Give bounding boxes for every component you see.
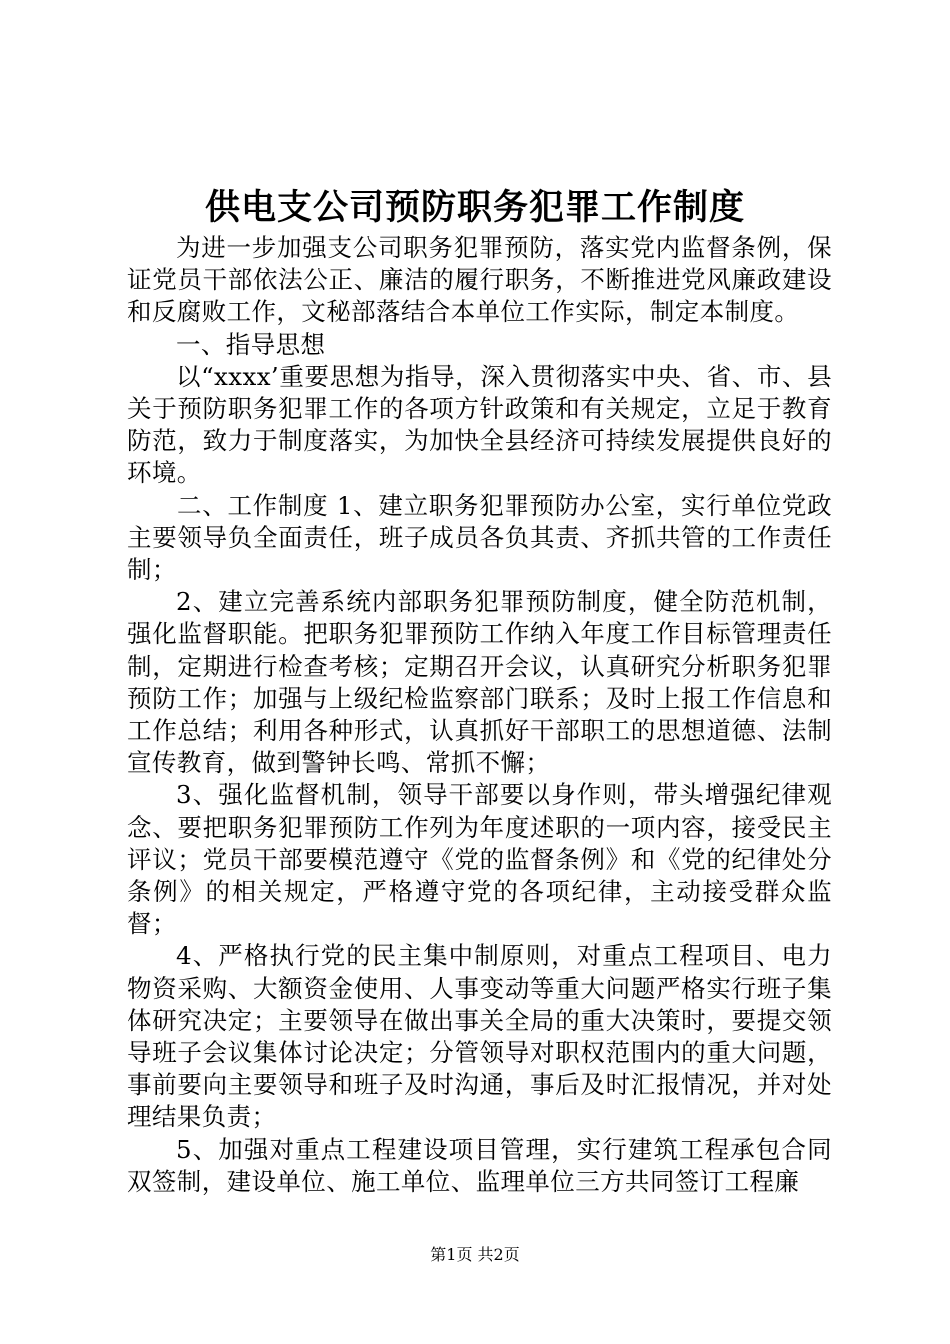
work-system-item-3: 3、强化监督机制，领导干部要以身作则，带头增强纪律观念、要把职务犯罪预防工作列为年度述职的一项内容，接受民主评议；党员干部要模范遵守《党的监督条例》和《党的纪律处分条例》的相关规定，严格遵守党的各项纪律，主动接受群众监督；	[127, 780, 832, 939]
document-body	[127, 232, 832, 1198]
work-system-item-1: 二、工作制度 1、建立职务犯罪预防办公室，实行单位党政主要领导负全面责任，班子成员各负其责、齐抓共管的工作责任制；	[127, 490, 832, 585]
document-title: 供电支公司预防职务犯罪工作制度	[204, 187, 745, 228]
section-heading-guiding-thought: 一、指导思想	[176, 329, 326, 359]
guiding-thought-paragraph: 以“xxxx’重要思想为指导，深入贯彻落实中央、省、市、县关于预防职务犯罪工作的各项方针政策和有关规定，立足于教育防范，致力于制度落实，为加快全县经济可持续发展提供良好的环境。	[127, 361, 832, 488]
intro-paragraph: 为进一步加强支公司职务犯罪预防，落实党内监督条例，保证党员干部依法公正、廉洁的履行职务，不断推进党风廉政建设和反腐败工作，文秘部落结合本单位工作实际，制定本制度。	[127, 233, 832, 327]
work-system-item-5: 5、加强对重点工程建设项目管理，实行建筑工程承包合同双签制，建设单位、施工单位、监理单位三方共同签订工程廉	[127, 1134, 832, 1196]
work-system-item-2: 2、建立完善系统内部职务犯罪预防制度，健全防范机制，强化监督职能。把职务犯罪预防工作纳入年度工作目标管理责任制，定期进行检查考核；定期召开会议，认真研究分析职务犯罪预防工作；加强与上级纪检监察部门联系；及时上报工作信息和工作总结；利用各种形式，认真抓好干部职工的思想道德、法制宣传教育，做到警钟长鸣、常抓不懈；	[127, 587, 832, 778]
page-number-footer: 第1页 共2页	[430, 1245, 520, 1264]
work-system-item-4: 4、严格执行党的民主集中制原则，对重点工程项目、电力物资采购、大额资金使用、人事变动等重大问题严格实行班子集体研究决定；主要领导在做出事关全局的重大决策时，要提交领导班子会议集体讨论决定；分管领导对职权范围内的重大问题，事前要向主要领导和班子及时沟通，事后及时汇报情况，并对处理结果负责；	[127, 941, 832, 1132]
